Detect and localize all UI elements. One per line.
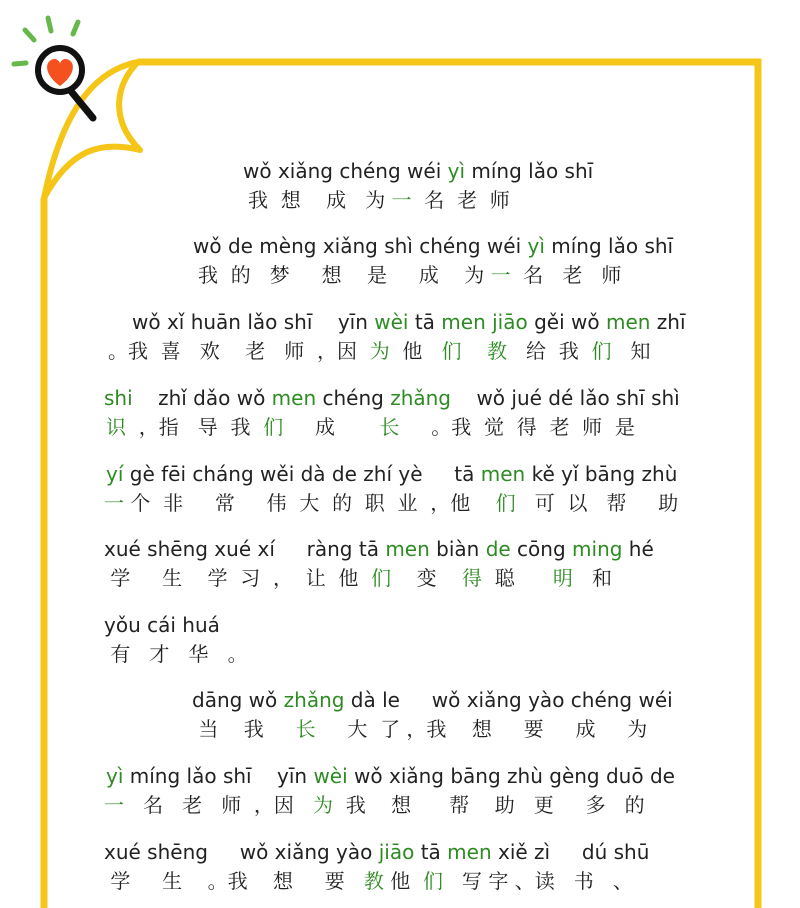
hanzi-line-9: [104, 789, 645, 818]
text-segment: 。我 觉 得 老 师 是: [399, 415, 635, 439]
text-segment: 变: [391, 566, 463, 590]
text-segment: 我 想 帮 助 更 多 的: [333, 793, 645, 817]
highlight-segment: 们: [371, 566, 392, 590]
text-segment: 和: [572, 566, 612, 590]
text-segment: kě yǐ bāng zhù: [525, 462, 678, 486]
highlight-segment: 明: [552, 566, 573, 590]
highlight-segment: yì: [527, 234, 545, 258]
text-segment: gè fēi cháng wěi dà de zhí yè tā: [123, 462, 481, 486]
highlight-segment: 一: [104, 793, 124, 817]
pinyin-line-7: [104, 613, 220, 637]
text-segment: zhī: [650, 310, 686, 334]
text-segment: wǒ xiǎng bāng zhù gèng duō de: [347, 764, 675, 788]
pinyin-line-2: [193, 234, 673, 258]
highlight-segment: 们 教: [441, 339, 507, 363]
highlight-segment: 们: [263, 415, 284, 439]
highlight-segment: men jiāo: [441, 310, 528, 334]
text-segment: 学 生 。我 想 要: [104, 869, 364, 893]
hanzi-line-1: [248, 184, 510, 213]
text-segment: xiě zì dú shū: [491, 840, 650, 864]
text-segment: gěi wǒ: [527, 310, 606, 334]
text-segment: xué shēng wǒ xiǎng yào: [104, 840, 379, 864]
pinyin-line-4: [104, 386, 680, 410]
text-segment: míng lǎo shī: [465, 159, 594, 183]
text-segment: 知: [611, 339, 651, 363]
text-segment: dāng wǒ: [192, 688, 284, 712]
highlight-segment: 识: [106, 415, 126, 439]
hanzi-line-6: [104, 562, 612, 591]
highlight-segment: 得: [462, 566, 483, 590]
highlight-segment: de: [485, 537, 511, 561]
text-segment: dà le wǒ xiǎng yào chéng wéi: [344, 688, 673, 712]
text-segment: 有 才 华 。: [104, 642, 248, 666]
highlight-segment: 们: [495, 491, 516, 515]
hanzi-line-8: [192, 713, 647, 742]
text-segment: 聪: [482, 566, 553, 590]
highlight-segment: men: [480, 462, 526, 486]
highlight-segment: 长: [379, 415, 400, 439]
text-segment: wǒ xǐ huān lǎo shī yīn: [132, 310, 375, 334]
pinyin-line-3: [132, 310, 686, 334]
pinyin-line-5: [106, 462, 677, 486]
highlight-segment: men: [447, 840, 492, 864]
highlight-segment: ming: [572, 537, 623, 561]
text-segment: 可 以 帮 助: [515, 491, 679, 515]
pinyin-line-9: [106, 764, 675, 788]
text-segment: 名 老 师 ，因: [124, 793, 314, 817]
text-segment: 他: [383, 869, 423, 893]
highlight-segment: 为: [369, 339, 390, 363]
text-segment: chéng: [316, 386, 391, 410]
highlight-segment: yí: [106, 462, 124, 486]
highlight-segment: men: [385, 537, 430, 561]
highlight-segment: wèi: [374, 310, 409, 334]
text-segment: 。我 喜 欢 老 师 ，因: [108, 339, 370, 363]
text-segment: míng lǎo shī: [544, 234, 674, 258]
pinyin-line-1: [243, 159, 593, 183]
highlight-segment: shi: [104, 386, 133, 410]
text-segment: 名 老 师: [411, 188, 510, 212]
highlight-segment: zhǎng: [390, 386, 452, 410]
text-segment: 大 了 ，我 想 要 成 为: [315, 717, 648, 741]
hanzi-line-5: [104, 487, 678, 516]
highlight-segment: 们: [422, 869, 443, 893]
highlight-segment: wèi: [313, 764, 348, 788]
text-segment: biàn: [429, 537, 486, 561]
text-segment: wǒ de mèng xiǎng shì chéng wéi: [193, 234, 528, 258]
highlight-segment: men: [271, 386, 317, 410]
highlight-segment: 长: [295, 717, 316, 741]
text-segment: yǒu cái huá: [104, 613, 220, 637]
text-segment: 当 我: [192, 717, 296, 741]
text-segment: zhǐ dǎo wǒ: [132, 386, 272, 410]
text-segment: míng lǎo shī yīn: [123, 764, 314, 788]
text-segment: tā: [414, 840, 448, 864]
highlight-segment: 为: [313, 793, 334, 817]
text-segment: 名 老 师: [510, 263, 622, 287]
text-segment: 成: [283, 415, 380, 439]
highlight-segment: 们: [591, 339, 612, 363]
text-segment: 我 的 梦 想 是 成 为: [198, 263, 491, 287]
highlight-segment: 教: [363, 869, 384, 893]
pinyin-line-10: [104, 840, 649, 864]
highlight-segment: 一: [490, 263, 511, 287]
text-segment: tā: [408, 310, 442, 334]
highlight-segment: jiāo: [378, 840, 415, 864]
text-segment: xué shēng xué xí ràng tā: [104, 537, 386, 561]
hanzi-line-2: [198, 259, 621, 288]
text-segment: 个 非 常 伟 大 的 职 业 ，他: [124, 491, 496, 515]
highlight-segment: yì: [447, 159, 466, 183]
hanzi-line-4: [106, 411, 635, 440]
highlight-segment: zhǎng: [283, 688, 345, 712]
highlight-segment: yì: [106, 764, 124, 788]
text-segment: 给 我: [506, 339, 592, 363]
text-segment: cōng: [510, 537, 573, 561]
highlight-segment: 一: [104, 491, 124, 515]
text-segment: ，指 导 我: [126, 415, 264, 439]
text-segment: wǒ xiǎng chéng wéi: [243, 159, 448, 183]
highlight-segment: men: [605, 310, 651, 334]
text-segment: hé: [622, 537, 654, 561]
hanzi-line-10: [104, 865, 633, 894]
text-segment: 学 生 学 习 ， 让 他: [104, 566, 372, 590]
text-segment: 写 字 、读 书 、: [442, 869, 633, 893]
text-segment: 他: [389, 339, 442, 363]
pinyin-line-8: [192, 688, 673, 712]
hanzi-line-7: [104, 638, 248, 667]
pinyin-line-6: [104, 537, 654, 561]
highlight-segment: 一: [391, 188, 412, 212]
text-segment: 我 想 成 为: [248, 188, 392, 212]
text-segment: wǒ jué dé lǎo shī shì: [451, 386, 680, 410]
hanzi-line-3: [108, 335, 651, 364]
heart-magnifier-icon: [38, 48, 93, 118]
